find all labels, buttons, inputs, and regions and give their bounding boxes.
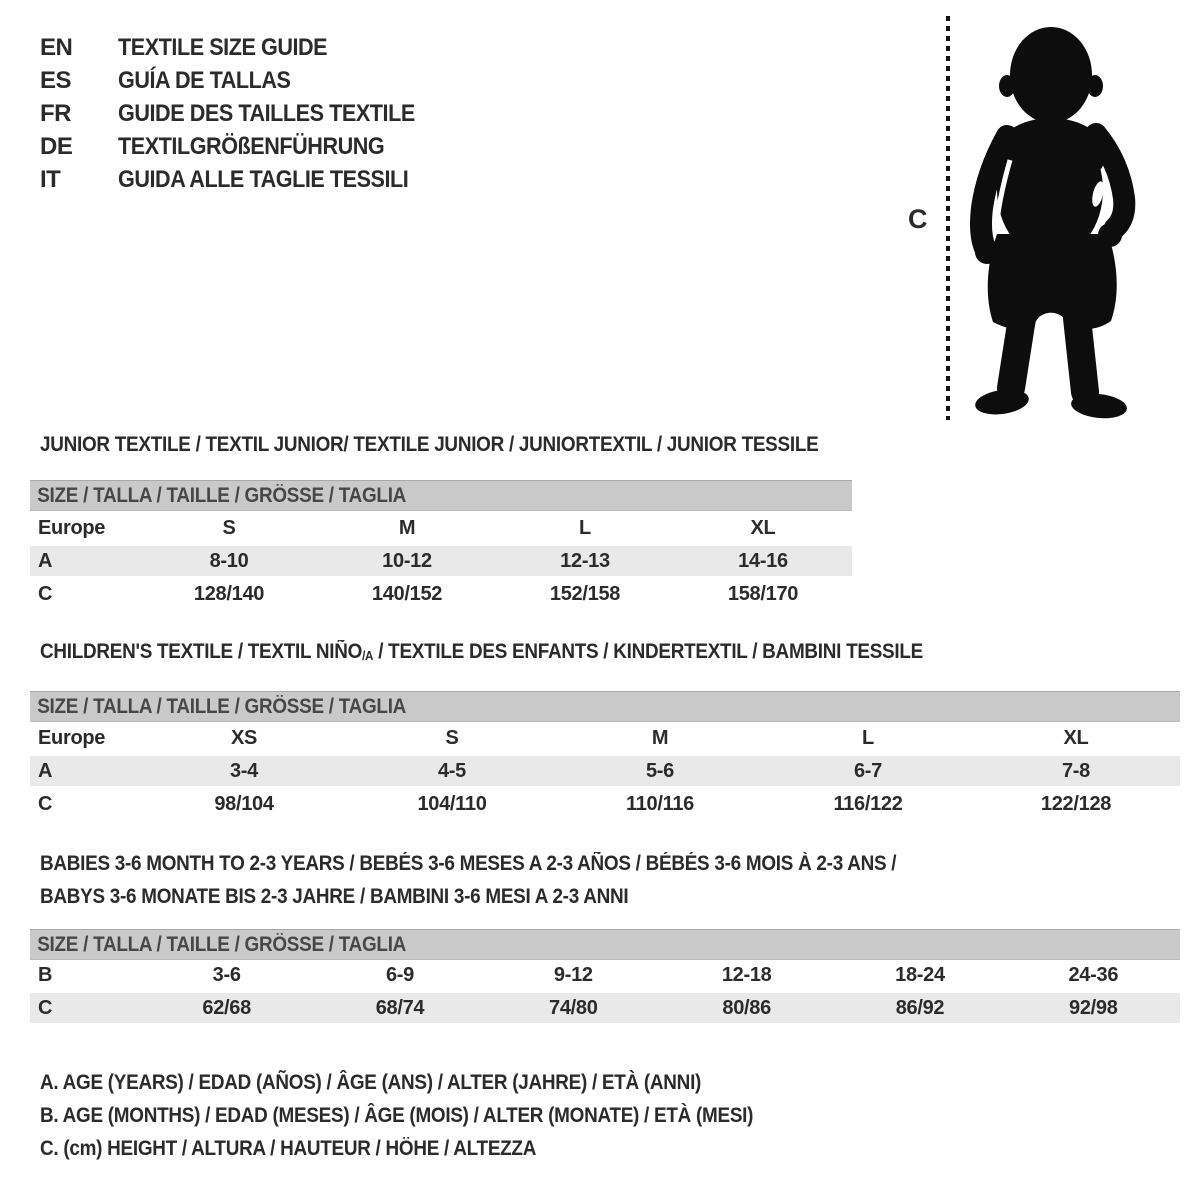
children-heading-pre: CHILDREN'S TEXTILE / TEXTIL NIÑO (40, 640, 363, 663)
language-title: TEXTILE SIZE GUIDE (118, 33, 328, 61)
row-label: C (38, 996, 53, 1019)
row-label: A (38, 759, 53, 782)
cell-value: 116/122 (833, 792, 903, 815)
size-label: L (579, 516, 591, 539)
children-size-label-row (30, 723, 1180, 753)
children-size-header-bar (30, 691, 1180, 722)
cell-value: 6-7 (853, 759, 882, 782)
cell-value: 9-12 (553, 963, 593, 986)
cell-value: 7-8 (1061, 759, 1090, 782)
junior-row-age (30, 546, 852, 576)
size-label: XL (750, 516, 776, 539)
legend-line-age-months: B. AGE (MONTHS) / EDAD (MESES) / ÂGE (MOIS) / ALTER (MONATE) / ETÀ (MESI) (40, 1104, 754, 1127)
cell-value: 128/140 (193, 582, 265, 605)
region-label: Europe (38, 516, 106, 539)
language-code: DE (40, 132, 73, 160)
language-title: GUÍA DE TALLAS (118, 66, 291, 94)
language-row-de (40, 130, 448, 163)
junior-size-header-bar (30, 480, 852, 511)
children-row-height (30, 789, 1180, 819)
cell-value: 8-10 (209, 549, 249, 572)
size-label: S (222, 516, 236, 539)
toddler-silhouette-icon (958, 12, 1144, 422)
language-title: GUIDA ALLE TAGLIE TESSILI (118, 165, 409, 193)
language-code: EN (40, 33, 73, 61)
row-label: C (38, 582, 53, 605)
junior-section-heading: JUNIOR TEXTILE / TEXTIL JUNIOR/ TEXTILE JUNIOR / JUNIORTEXTIL / JUNIOR TESSILE (40, 433, 819, 456)
cell-value: 98/104 (214, 792, 274, 815)
cell-value: 12-13 (560, 549, 610, 572)
legend-line-age-years: A. AGE (YEARS) / EDAD (AÑOS) / ÂGE (ANS) / ALTER (JAHRE) / ETÀ (ANNI) (40, 1071, 702, 1094)
cell-value: 104/110 (417, 792, 487, 815)
cell-value: 5-6 (645, 759, 674, 782)
cell-value: 18-24 (895, 963, 945, 986)
cell-value: 12-18 (721, 963, 772, 986)
size-label: XS (230, 726, 258, 749)
size-label: M (398, 516, 416, 539)
cell-value: 62/68 (202, 996, 251, 1019)
cell-value: 4-5 (437, 759, 466, 782)
language-row-en (40, 31, 448, 64)
language-row-fr (40, 97, 448, 130)
size-header-label: SIZE / TALLA / TAILLE / GRÖSSE / TAGLIA (37, 483, 407, 507)
size-label: S (445, 726, 459, 749)
babies-size-header-bar (30, 929, 1180, 960)
legend-line-height: C. (cm) HEIGHT / ALTURA / HAUTEUR / HÖHE / ALTEZZA (40, 1137, 537, 1160)
cell-value: 86/92 (895, 996, 945, 1019)
language-title: GUIDE DES TAILLES TEXTILE (118, 99, 415, 127)
cell-value: 68/74 (375, 996, 425, 1019)
cell-value: 10-12 (382, 549, 432, 572)
language-code: IT (40, 165, 61, 193)
size-label: XL (1063, 726, 1089, 749)
cell-value: 110/116 (626, 792, 694, 815)
cell-value: 14-16 (738, 549, 788, 572)
children-section-heading (40, 640, 1021, 664)
cell-value: 24-36 (1068, 963, 1119, 986)
junior-size-label-row (30, 513, 852, 543)
cell-value: 140/152 (371, 582, 443, 605)
size-header-label: SIZE / TALLA / TAILLE / GRÖSSE / TAGLIA (37, 932, 407, 956)
height-dashed-line (946, 16, 950, 420)
language-row-it (40, 163, 448, 196)
children-heading-post: / TEXTILE DES ENFANTS / KINDERTEXTIL / BAMBINI TESSILE (373, 640, 923, 663)
children-row-age (30, 756, 1180, 786)
babies-row-age-months (30, 960, 1180, 990)
cell-value: 152/158 (549, 582, 621, 605)
cell-value: 3-6 (212, 963, 241, 986)
babies-row-height (30, 993, 1180, 1023)
junior-row-height (30, 579, 852, 609)
row-label: B (38, 963, 53, 986)
size-header-label: SIZE / TALLA / TAILLE / GRÖSSE / TAGLIA (37, 694, 407, 718)
height-measure-label: C (908, 204, 928, 234)
cell-value: 74/80 (549, 996, 598, 1019)
cell-value: 158/170 (727, 582, 799, 605)
row-label: C (38, 792, 53, 815)
babies-section-heading-line1: BABIES 3-6 MONTH TO 2-3 YEARS / BEBÉS 3-6 MESES A 2-3 AÑOS / BÉBÉS 3-6 MOIS À 2-3 ANS / (40, 852, 897, 875)
cell-value: 80/86 (722, 996, 771, 1019)
cell-value: 92/98 (1069, 996, 1118, 1019)
babies-section-heading-line2: BABYS 3-6 MONATE BIS 2-3 JAHRE / BAMBINI 3-6 MESI A 2-3 ANNI (40, 885, 629, 908)
cell-value: 122/128 (1040, 792, 1112, 815)
cell-value: 3-4 (229, 759, 258, 782)
region-label: Europe (38, 726, 106, 749)
language-list (40, 31, 448, 196)
size-label: L (862, 726, 874, 749)
size-label: M (651, 726, 669, 749)
row-label: A (38, 549, 53, 572)
language-row-es (40, 64, 448, 97)
language-code: FR (40, 99, 71, 127)
language-title: TEXTILGRÖßENFÜHRUNG (118, 132, 385, 160)
children-heading-sub: /A (362, 648, 374, 663)
cell-value: 6-9 (385, 963, 414, 986)
language-code: ES (40, 66, 72, 94)
